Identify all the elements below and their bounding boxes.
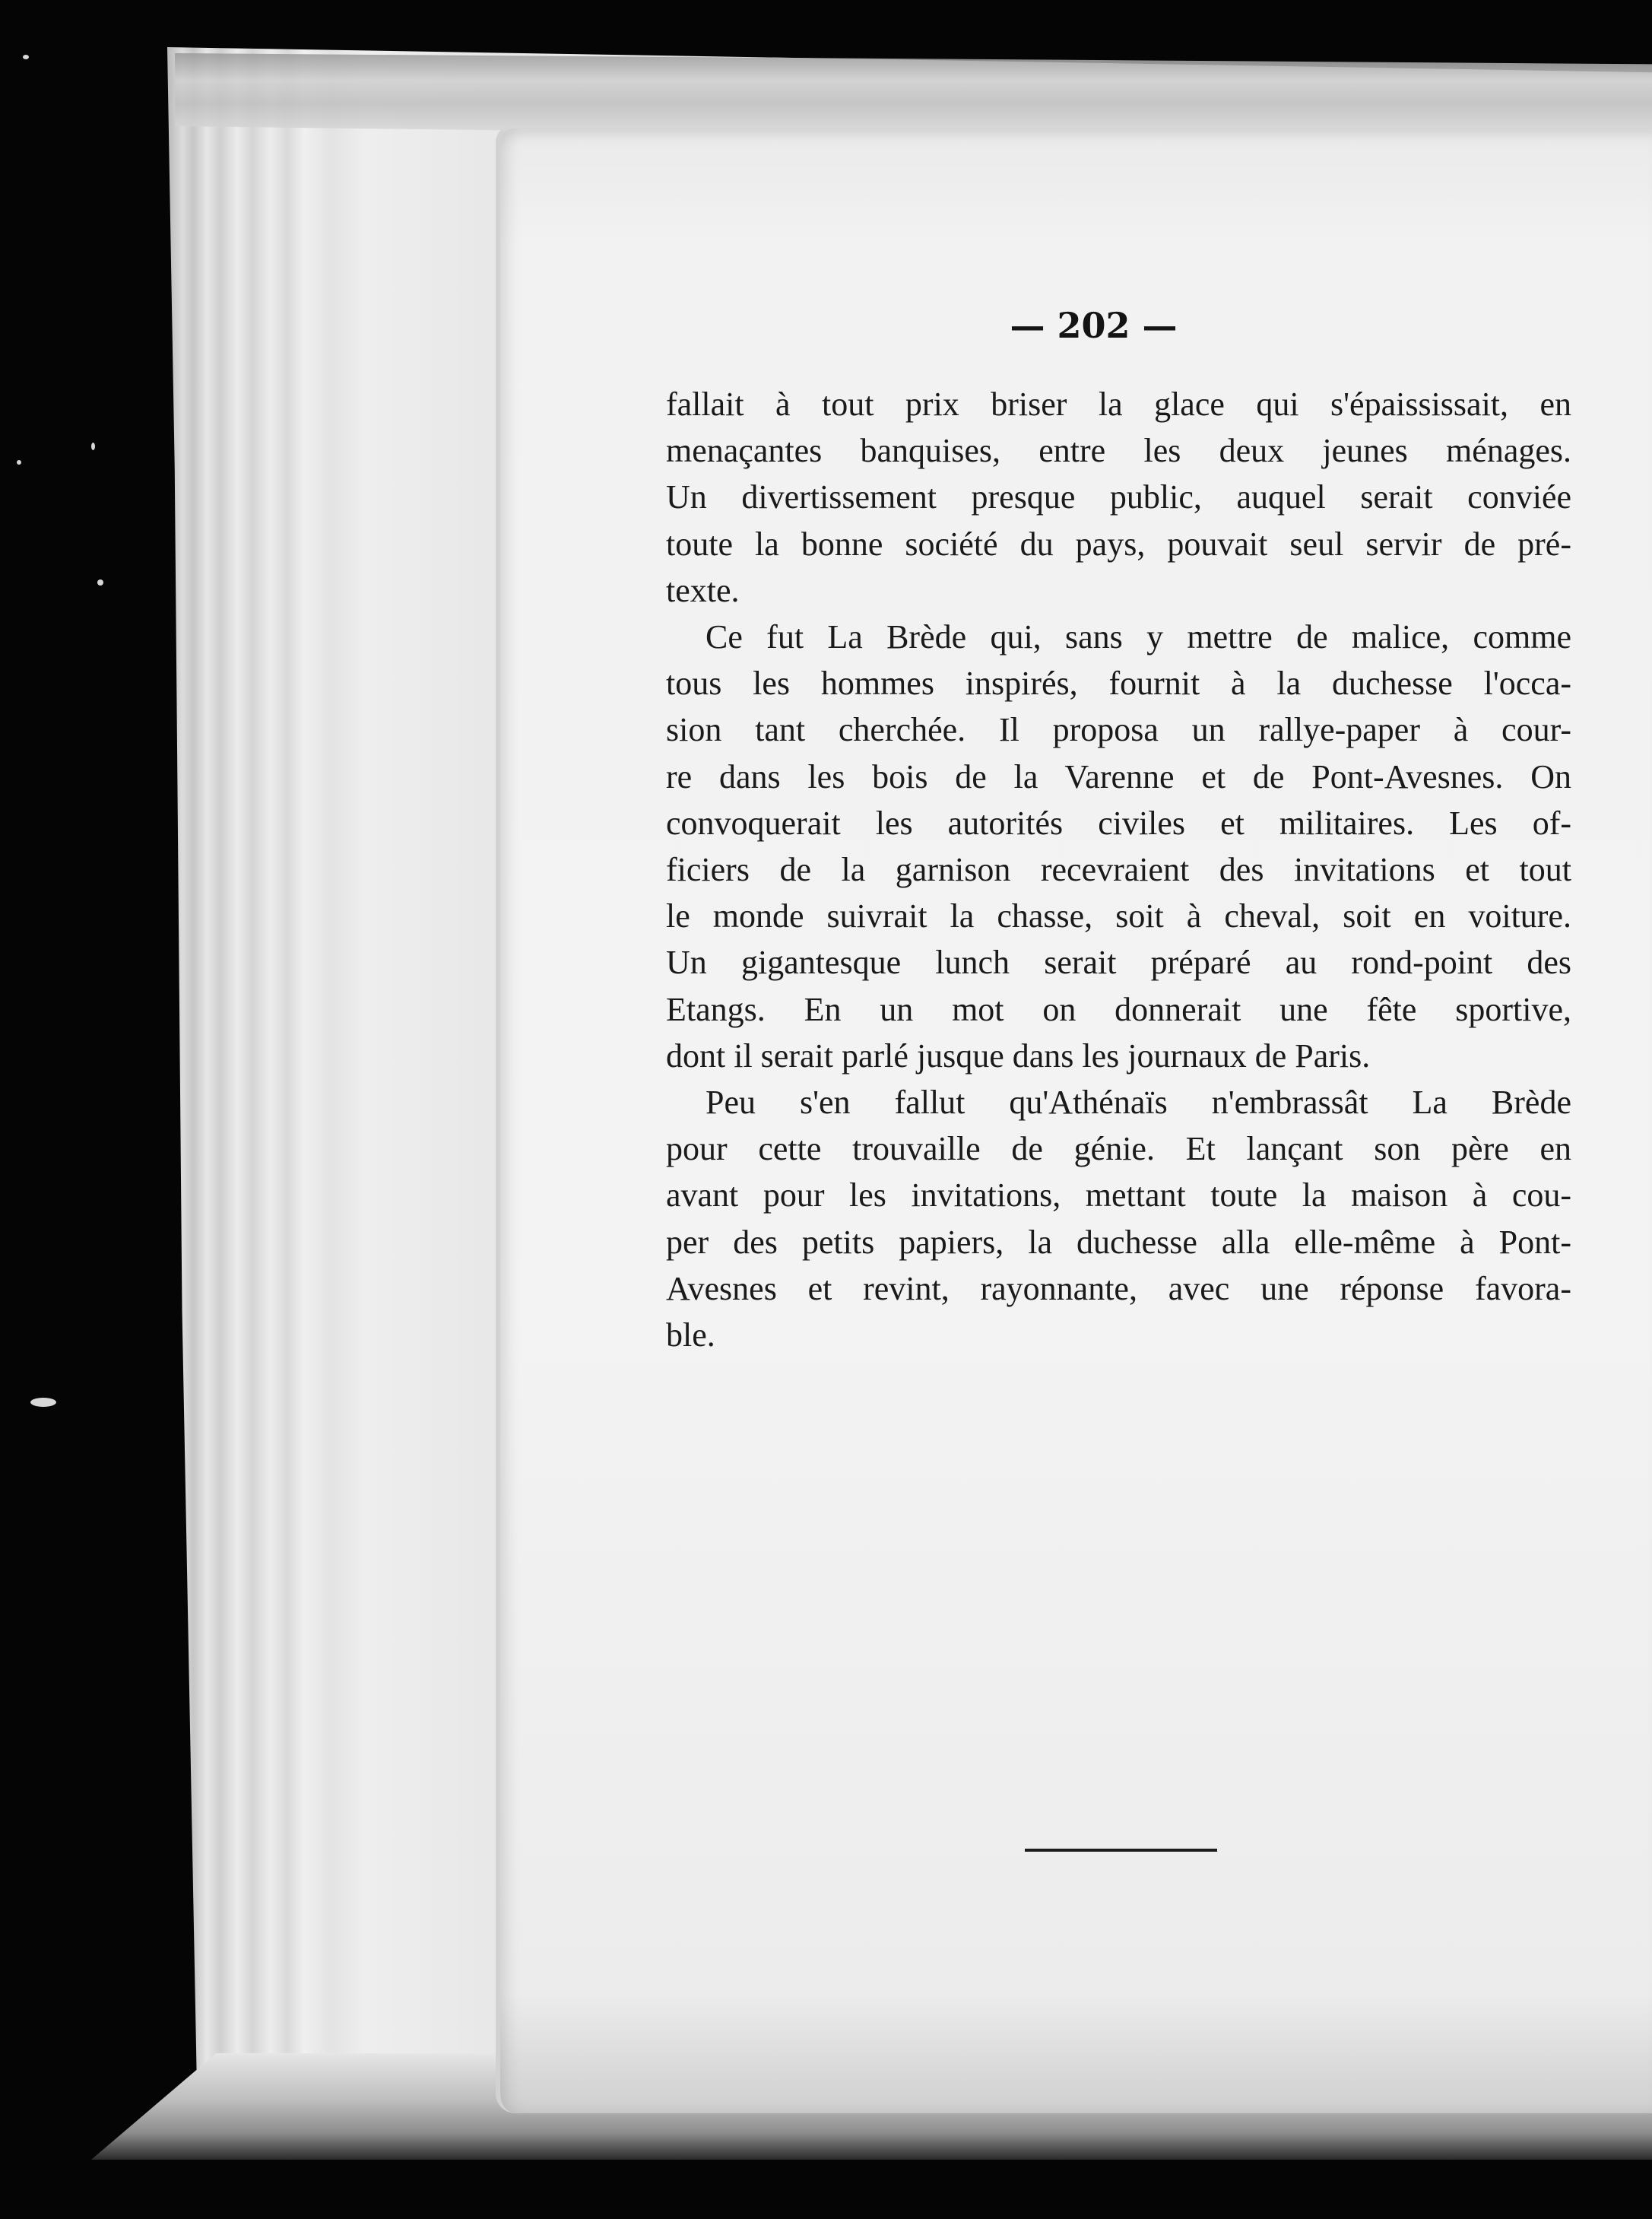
text-line: Avesnes et revint, rayonnante, avec une réponse favora- bbox=[666, 1269, 1571, 1307]
text-line: ble. bbox=[666, 1316, 715, 1354]
page-number: — 202 — bbox=[1010, 305, 1178, 346]
text-line: toute la bonne société du pays, pouvait seul servir de pré- bbox=[666, 525, 1571, 563]
text-line: dont il serait parlé jusque dans les journaux de Paris. bbox=[666, 1036, 1371, 1075]
page-body-text bbox=[666, 381, 1571, 1358]
text-line: menaçantes banquises, entre les deux jeunes ménages. bbox=[666, 432, 1571, 470]
text-line: Etangs. En un mot on donnerait une fête sportive, bbox=[666, 990, 1571, 1028]
text-line: avant pour les invitations, mettant toute la maison à cou- bbox=[666, 1176, 1571, 1214]
text-line: sion tant cherchée. Il proposa un rallye-paper à cour- bbox=[666, 711, 1571, 749]
text-line: convoquerait les autorités civiles et militaires. Les of- bbox=[666, 804, 1571, 842]
text-line: Ce fut La Brède qui, sans y mettre de malice, comme bbox=[706, 618, 1571, 656]
text-line: Un gigantesque lunch serait préparé au rond-point des bbox=[666, 944, 1571, 982]
scan-speck bbox=[23, 55, 29, 59]
text-line: Un divertissement presque public, auquel serait conviée bbox=[666, 478, 1571, 516]
text-line: fallait à tout prix briser la glace qui s'épaississait, en bbox=[666, 386, 1571, 423]
text-line: tous les hommes inspirés, fournit à la duchesse l'occa- bbox=[666, 665, 1571, 703]
text-line: le monde suivrait la chasse, soit à cheval, soit en voiture. bbox=[666, 897, 1571, 935]
text-line: per des petits papiers, la duchesse alla elle-même à Pont- bbox=[666, 1223, 1571, 1261]
scan-speck bbox=[91, 443, 95, 450]
text-line: re dans les bois de la Varenne et de Pont-Avesnes. On bbox=[666, 757, 1571, 795]
text-line: texte. bbox=[666, 571, 740, 609]
book-page bbox=[496, 125, 1652, 2113]
scan-speck bbox=[17, 460, 21, 465]
text-line: pour cette trouvaille de génie. Et lançant son père en bbox=[666, 1130, 1571, 1168]
text-line: Peu s'en fallut qu'Athénaïs n'embrassât La Brède bbox=[706, 1084, 1571, 1122]
text-line: ficiers de la garnison recevraient des invitations et tout bbox=[666, 851, 1571, 889]
end-rule bbox=[1025, 1849, 1217, 1852]
scan-speck bbox=[97, 579, 103, 586]
scan-speck bbox=[30, 1398, 56, 1407]
